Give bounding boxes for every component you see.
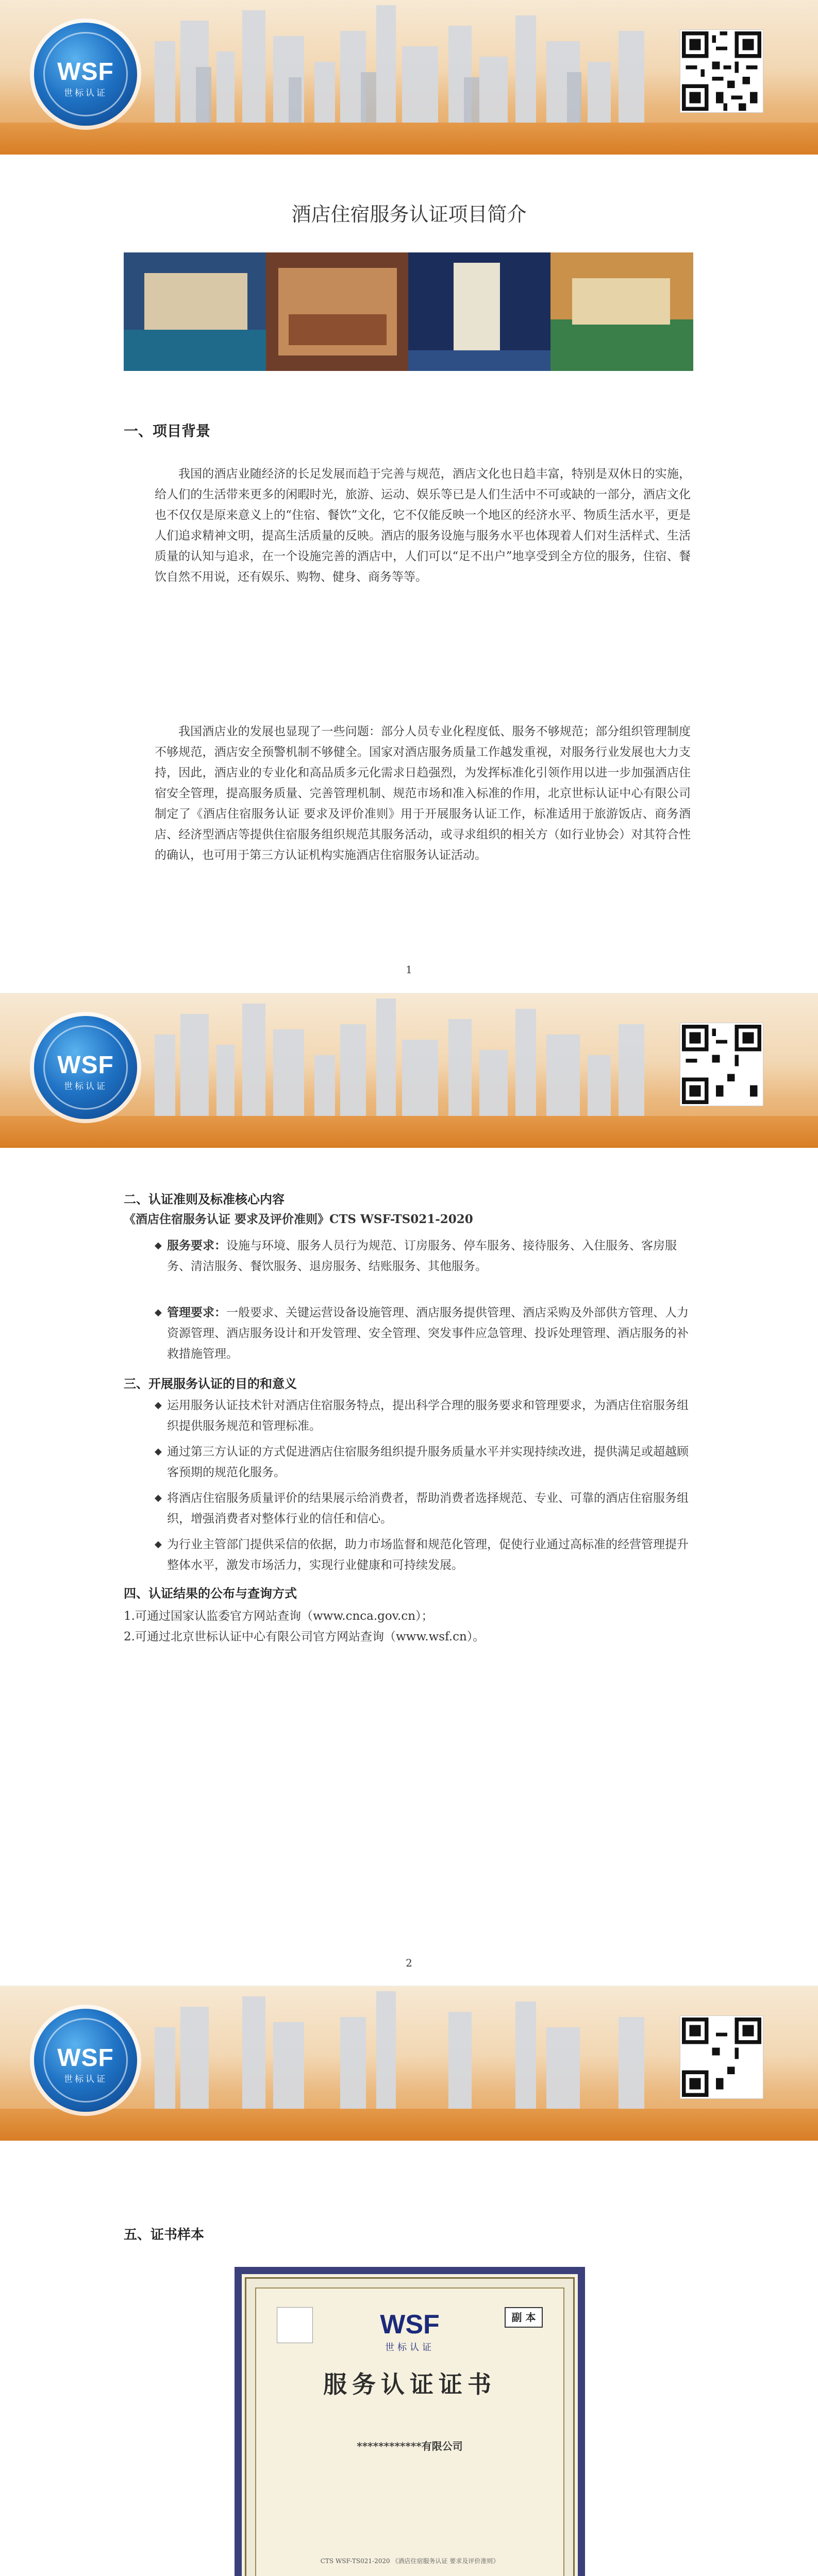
page-1 xyxy=(0,0,818,993)
brand-logo xyxy=(34,2009,137,2112)
bullet-text: 设施与环境、服务人员行为规范、订房服务、停车服务、接待服务、入住服务、客房服务、清洁服务、餐饮服务、退房服务、结账服务、其他服务。 xyxy=(167,1239,677,1273)
section3-heading: 三、开展服务认证的目的和意义 xyxy=(124,1376,297,1391)
certificate-org: ************有限公司 xyxy=(357,2440,463,2452)
logo-sub: 世标认证 xyxy=(64,1081,107,1091)
purpose-text: 为行业主管部门提供采信的依据，助力市场监督和规范化管理，促使行业通过高标准的经营管理提升整体水平，激发市场活力，实现行业健康和可持续发展。 xyxy=(167,1538,689,1572)
sea-strip xyxy=(0,2109,818,2141)
logo-brand: WSF xyxy=(57,2044,114,2072)
section1-heading: 一、项目背景 xyxy=(124,422,211,439)
bullet-icon: ◆ xyxy=(155,1446,162,1457)
section5-heading: 五、证书样本 xyxy=(124,2227,205,2243)
purpose-item xyxy=(155,1442,691,1483)
standard-line: 《酒店住宿服务认证 要求及评价准则》CTS WSF-TS021-2020 xyxy=(124,1212,473,1226)
bullet-label: 管理要求： xyxy=(167,1306,226,1319)
certificate-title: 服务认证证书 xyxy=(323,2370,496,2398)
bullet-icon: ◆ xyxy=(155,1493,162,1503)
brand-logo xyxy=(34,23,137,126)
brand-logo xyxy=(34,1016,137,1119)
logo-brand: WSF xyxy=(57,58,114,86)
certificate-standard: CTS WSF-TS021-2020 《酒店住宿服务认证 要求及评价准则》 xyxy=(320,2557,499,2565)
query-line-1: 1.可通过国家认监委官方网站查询（www.cnca.gov.cn）； xyxy=(124,1609,433,1623)
bullet-icon: ◆ xyxy=(155,1307,162,1318)
page-number: 2 xyxy=(406,1957,412,1969)
bullet-label: 服务要求： xyxy=(167,1239,226,1252)
purpose-text: 通过第三方认证的方式促进酒店住宿服务组织提升服务质量水平并实现持续改进，提供满足或超越顾客预期的规范化服务。 xyxy=(167,1445,689,1479)
paragraph-background-2: 我国酒店业的发展也显现了一些问题：部分人员专业化程度低、服务不够规范；部分组织管理制度不够规范，酒店安全预警机制不够健全。国家对酒店服务质量工作越发重视，对服务行业发展也大力支持，因此，酒店业的专业化和高品质多元化需求日趋强烈，为发挥标准化引领作用以进一步加强酒店住宿安全管理，提高服务质量、完善管理机制、规范市场和准入标准的作用，北京世标认证中心有限公司制定了《酒店住宿服务认证 要求及评价准则》用于开展服务认证工作，标准适用于旅游饭店、商务酒店、经济型酒店等提供住宿服务组织规范其服务活动，或寻求组织的相关方（如行业协会）对其符合性的确认，也可用于第三方认证机构实施酒店住宿服务认证活动。 xyxy=(155,725,691,862)
qr-code-icon xyxy=(680,1023,763,1106)
certificate-sample xyxy=(235,2267,585,2576)
qr-code-icon xyxy=(680,2016,763,2098)
hotel-photo-strip xyxy=(124,252,693,371)
purpose-item xyxy=(155,1395,691,1436)
section2-heading: 二、认证准则及标准核心内容 xyxy=(124,1192,285,1207)
bullet-management-requirements xyxy=(155,1302,691,1364)
purpose-item xyxy=(155,1488,691,1529)
bullet-service-requirements xyxy=(155,1235,691,1277)
qr-code-icon xyxy=(680,30,763,112)
logo-sub: 世标认证 xyxy=(64,2074,107,2084)
certificate-brand: WSF xyxy=(380,2310,440,2340)
sea-strip xyxy=(0,1116,818,1148)
bullet-icon: ◆ xyxy=(155,1539,162,1550)
page-2 xyxy=(0,993,818,1986)
logo-brand: WSF xyxy=(57,1052,114,1079)
bullet-icon: ◆ xyxy=(155,1240,162,1251)
header-banner xyxy=(0,1986,818,2141)
section4-heading: 四、认证结果的公布与查询方式 xyxy=(124,1586,297,1601)
purpose-text: 运用服务认证技术针对酒店住宿服务特点，提出科学合理的服务要求和管理要求，为酒店住宿服务组织提供服务规范和管理标准。 xyxy=(167,1399,689,1433)
page-3 xyxy=(0,1986,818,2576)
query-line-2: 2.可通过北京世标认证中心有限公司官方网站查询（www.wsf.cn）。 xyxy=(124,1630,485,1643)
page-title: 酒店住宿服务认证项目简介 xyxy=(291,204,527,226)
paragraph-background-1: 我国的酒店业随经济的长足发展而趋于完善与规范，酒店文化也日趋丰富，特别是双休日的实施，给人们的生活带来更多的闲暇时光，旅游、运动、娱乐等已是人们生活中不可或缺的一部分，酒店文化也不仅仅是原来意义上的“住宿、餐饮”文化，它不仅能反映一个地区的经济水平、物质生活水平，更是人们追求精神文明，提高生活质量的反映。酒店的服务设施与服务水平也体现着人们对生活样式、生活质量的认知与追求，在一个设施完善的酒店中，人们可以“足不出户”地享受到全方位的服务，住宿、餐饮自然不用说，还有娱乐、购物、健身、商务等等。 xyxy=(155,467,691,584)
header-banner xyxy=(0,993,818,1148)
purpose-item xyxy=(155,1534,691,1575)
certificate-brand-sub: 世标认证 xyxy=(385,2342,435,2353)
certificate-copy-label: 副 本 xyxy=(505,2307,543,2328)
certificate-inner xyxy=(255,2287,564,2576)
bullet-icon: ◆ xyxy=(155,1400,162,1411)
page-number: 1 xyxy=(406,963,412,976)
sea-strip xyxy=(0,123,818,155)
bullet-text: 一般要求、关键运营设备设施管理、酒店服务提供管理、酒店采购及外部供方管理、人力资源管理、酒店服务设计和开发管理、安全管理、突发事件应急管理、投诉处理管理、酒店服务的补救措施管理。 xyxy=(167,1306,689,1361)
logo-sub: 世标认证 xyxy=(64,88,107,98)
purpose-text: 将酒店住宿服务质量评价的结果展示给消费者，帮助消费者选择规范、专业、可靠的酒店住宿服务组织，增强消费者对整体行业的信任和信心。 xyxy=(167,1492,689,1526)
header-banner xyxy=(0,0,818,155)
